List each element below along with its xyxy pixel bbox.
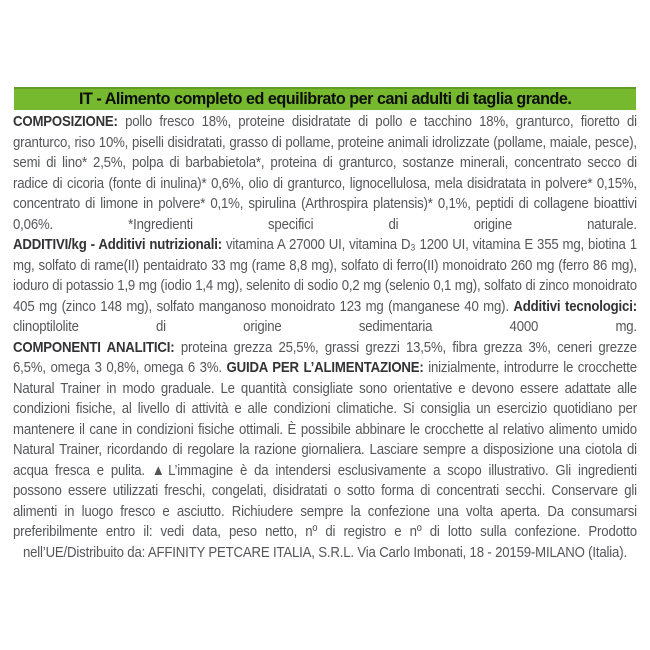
section-text: inizialmente, introdurre le crocchette Natural Trainer in modo graduale. Le quantità consigliate sono orientative e devono essere adattate alle condizioni fisiche, al livello di attività e alle condizioni climatiche. Si consiglia un esercizio quotidiano per mantenere il cane in condizioni fisiche ottimali. È possibile abbinare le crocchette al relativo alimento umido Natural Trainer, ricordando di regolare la razione giornaliera. Lasciare sempre a disposizione una ciotola di acqua fresca e pulita. ▲L’immagine è da intendersi esclusivamente a scopo illustrativo. Gli ingredienti possono essere utilizzati freschi, congelati, disidratati o sotto forma di concentrati secchi. Conservare gli alimenti in luogo fresco e asciutto. Richiudere sempre la confezione una volta aperta. Da consumarsi preferibilmente entro il: vedi data, peso netto, nº di registro e nº di lotto sulla confezione. Prodotto nell’UE/Distribuito da: AFFINITY PETCARE ITALIA, S.R.L. Via Carlo Imbonati, 18 - 20159-MILANO (Italia). bbox=[13, 359, 637, 561]
section-text: clinoptilolite di origine sedimentaria 4000 mg. bbox=[13, 318, 637, 335]
label-body bbox=[13, 112, 637, 563]
label-paragraph bbox=[13, 338, 637, 564]
section-text: pollo fresco 18%, proteine disidratate di pollo e tacchino 18%, granturco, fioretto di granturco, riso 10%, piselli disidratati, grasso di pollame, proteine animali idrolizzate (pollame, maiale, pesce), semi di lino* 2,5%, polpa di barbabietola*, proteina di granturco, sostanze minerali, concentrato secco di radice di cicoria (fonte di inulina)* 0,6%, olio di granturco, lignocellulosa, mela disidratata in polvere* 0,15%, concentrato di limone in polvere* 0,1%, spirulina (Arthrospira platensis)* 0,1%, peptidi di collagene bioattivi 0,06%. *Ingredienti specifici di origine naturale. bbox=[13, 113, 637, 233]
section-heading: ADDITIVI/kg - Additivi nutrizionali: bbox=[13, 236, 222, 253]
language-header-text: IT - Alimento completo ed equilibrato per cani adulti di taglia grande. bbox=[78, 88, 572, 108]
section-heading: COMPOSIZIONE: bbox=[13, 113, 118, 130]
section-heading: COMPONENTI ANALITICI: bbox=[13, 338, 175, 356]
section-text: proteina grezza 25,5%, grassi grezzi 13,5%, fibra grezza 3%, ceneri grezze 6,5%, omega 3 0,8%, omega 6 3%. bbox=[13, 338, 637, 376]
label-paragraph bbox=[13, 235, 637, 338]
language-header-bar bbox=[14, 87, 636, 110]
section-text: vitamina A 27000 UI, vitamina D₃ 1200 UI, vitamina E 355 mg, biotina 1 mg, solfato di rame(II) pentaidrato 33 mg (rame 8,8 mg), solfato di ferro(II) monoidrato 260 mg (ferro 86 mg), ioduro di potassio 1,9 mg (iodio 1,4 mg), selenito di sodio 0,2 mg (selenio 0,1 mg), solfato di zinco monoidrato 405 mg (zinco 148 mg), solfato manganoso monoidrato 123 mg (manganese 40 mg). bbox=[13, 236, 637, 315]
section-heading: GUIDA PER L’ALIMENTAZIONE: bbox=[226, 359, 424, 376]
label-paragraph bbox=[13, 112, 637, 235]
section-heading: Additivi tecnologici: bbox=[513, 297, 637, 315]
